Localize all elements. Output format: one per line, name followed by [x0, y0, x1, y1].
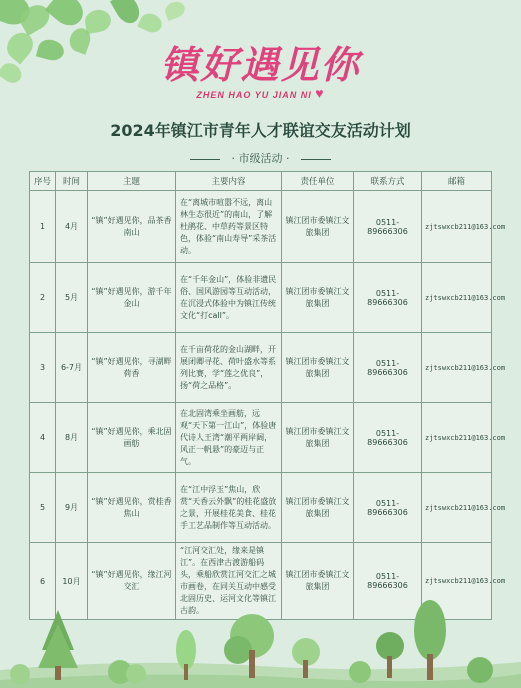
row-time: 4月: [56, 191, 88, 263]
row-no: 5: [30, 473, 56, 543]
subtitle-dot-left: ·: [231, 152, 235, 165]
subtitle-text: 市级活动: [238, 152, 283, 165]
row-email: zjtswxcb211@163.com: [422, 473, 492, 543]
row-theme: “镇”好遇见你，缘江河交汇: [88, 543, 176, 620]
row-phone: 0511-89666306: [354, 403, 422, 473]
header-unit: 责任单位: [282, 172, 354, 191]
logo-text: 镇好遇见你: [160, 42, 361, 87]
row-no: 2: [30, 263, 56, 333]
logo-pinyin-text: ZHEN HAO YU JIAN NI: [196, 90, 312, 100]
row-no: 6: [30, 543, 56, 620]
row-content: 在千亩荷花的金山湖畔，开展闭卿寻花、荷叶盛水等系列比赛，学“莲之优良”，扬“荷之品格”。: [176, 333, 282, 403]
header-phone: 联系方式: [354, 172, 422, 191]
table-row: [30, 403, 492, 473]
row-email: zjtswxcb211@163.com: [422, 191, 492, 263]
row-theme: “镇”好遇见你，游千年金山: [88, 263, 176, 333]
header-content: 主要内容: [176, 172, 282, 191]
row-time: 10月: [56, 543, 88, 620]
table-row: [30, 473, 492, 543]
row-unit: 镇江团市委镇江文旅集团: [282, 403, 354, 473]
row-theme: “镇”好遇见你，寻湖畔荷香: [88, 333, 176, 403]
row-phone: 0511-89666306: [354, 191, 422, 263]
tree-decoration: [0, 600, 521, 688]
row-time: 8月: [56, 403, 88, 473]
row-content: “江河交汇处，缘来是镇江”。在西津古渡游船码头，乘船欣赏江河交汇之城市画卷，在同关互动中感受北固历史、运河文化等镇江古韵。: [176, 543, 282, 620]
row-theme: “镇”好遇见你，品茶香南山: [88, 191, 176, 263]
row-email: zjtswxcb211@163.com: [422, 403, 492, 473]
heart-icon: ♥: [315, 85, 325, 101]
row-content: 在“千年金山”，体验非遗民俗、国风游园等互动活动，在沉浸式体验中为镇江传统文化“打call”。: [176, 263, 282, 333]
row-phone: 0511-89666306: [354, 263, 422, 333]
row-content: 在北固湾乘坐画舫，远观“天下第一江山”，体验唐代诗人王湾“潮平两岸阔，风正一帆悬”的豪迈与正气。: [176, 403, 282, 473]
row-email: zjtswxcb211@163.com: [422, 333, 492, 403]
table-row: [30, 333, 492, 403]
row-no: 4: [30, 403, 56, 473]
row-time: 6-7月: [56, 333, 88, 403]
row-unit: 镇江团市委镇江文旅集团: [282, 473, 354, 543]
row-unit: 镇江团市委镇江文旅集团: [282, 263, 354, 333]
header-time: 时间: [56, 172, 88, 191]
header-no: 序号: [30, 172, 56, 191]
section-subtitle: [0, 150, 521, 166]
table-header-row: [30, 172, 492, 191]
table-row: [30, 263, 492, 333]
row-theme: “镇”好遇见你，乘北固画舫: [88, 403, 176, 473]
row-content: 在“江中浮玉”焦山，欣赏“天香云外飘”的桂花盛放之景，开展桂花美食、桂花手工艺品制作等互动活动。: [176, 473, 282, 543]
subtitle-dot-right: ·: [286, 152, 290, 165]
logo-pinyin: [0, 85, 521, 101]
row-theme: “镇”好遇见你，赏桂香焦山: [88, 473, 176, 543]
logo: [0, 34, 521, 101]
row-no: 3: [30, 333, 56, 403]
row-email: zjtswxcb211@163.com: [422, 543, 492, 620]
row-time: 5月: [56, 263, 88, 333]
divider: [190, 159, 220, 160]
row-unit: 镇江团市委镇江文旅集团: [282, 333, 354, 403]
row-phone: 0511-89666306: [354, 473, 422, 543]
row-phone: 0511-89666306: [354, 333, 422, 403]
row-unit: 镇江团市委镇江文旅集团: [282, 191, 354, 263]
row-unit: 镇江团市委镇江文旅集团: [282, 543, 354, 620]
table-row: [30, 191, 492, 263]
row-email: zjtswxcb211@163.com: [422, 263, 492, 333]
page-title: 2024年镇江市青年人才联谊交友活动计划: [110, 121, 411, 140]
divider: [301, 159, 331, 160]
activity-table: [29, 171, 506, 620]
row-no: 1: [30, 191, 56, 263]
row-phone: 0511-89666306: [354, 543, 422, 620]
header-theme: 主题: [88, 172, 176, 191]
header-email: 邮箱: [422, 172, 492, 191]
row-content: 在“离城市喧嚣不远，离山林生态很近”的南山，了解杜鹃花、中草药等景区特色，体验“南山寿导”采茶活动。: [176, 191, 282, 263]
row-time: 9月: [56, 473, 88, 543]
